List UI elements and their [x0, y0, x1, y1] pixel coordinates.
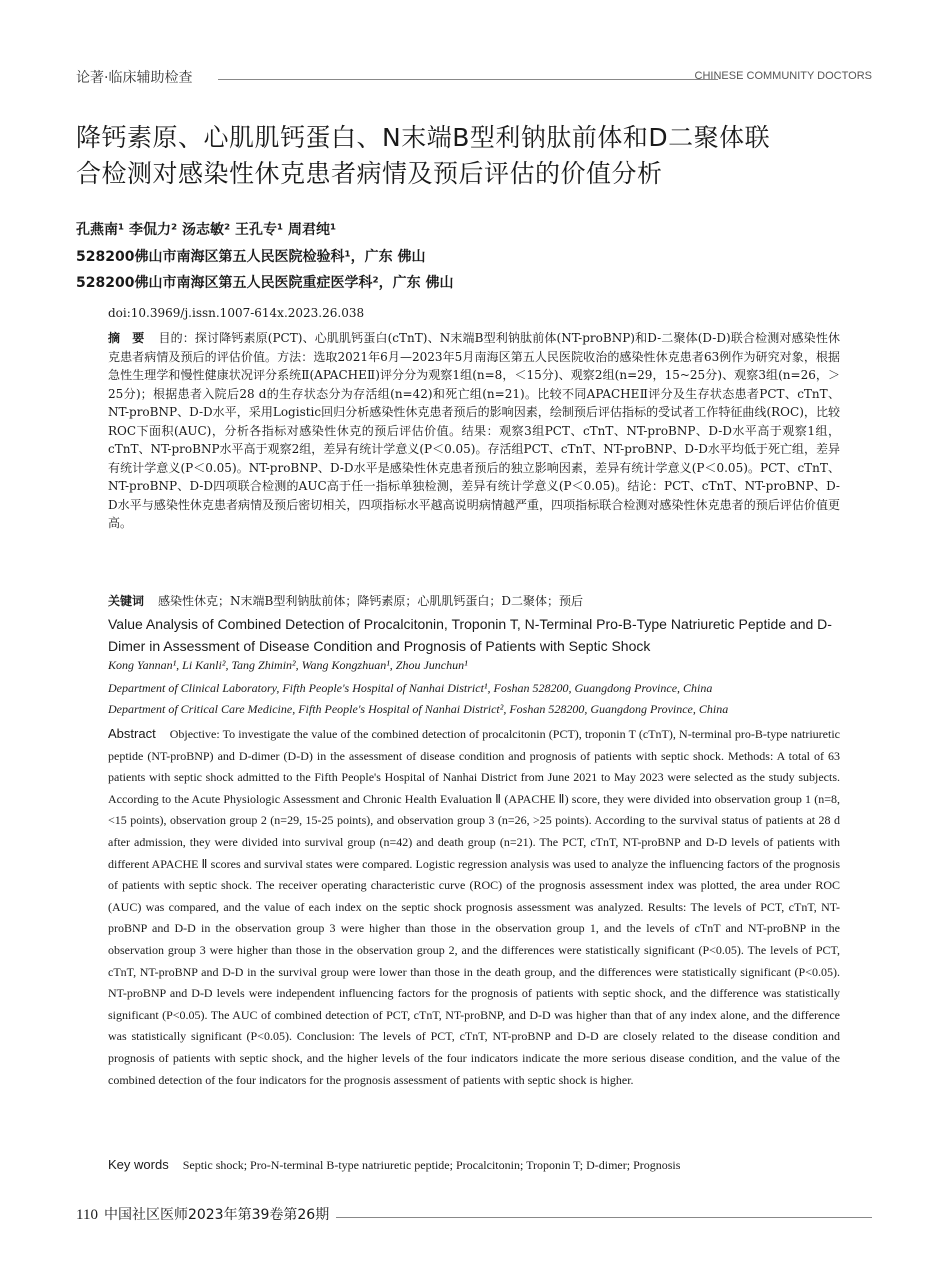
- keywords-cn: [108, 592, 840, 609]
- keywords-en-text: Septic shock; Pro-N-terminal B-type natriuretic peptide; Procalcitonin; Troponin T; D-dimer; Prognosis: [182, 1158, 681, 1172]
- abstract-en: [108, 723, 840, 1091]
- abstract-cn-label: 摘 要: [108, 331, 145, 345]
- authors-en: Kong Yannan¹, Li Kanli², Tang Zhimin², Wang Kongzhuan¹, Zhou Junchun¹: [108, 658, 468, 672]
- abstract-en-label: Abstract: [108, 726, 156, 741]
- article-title-cn: [76, 120, 886, 192]
- abstract-cn-text: 目的：探讨降钙素原(PCT)、心肌肌钙蛋白(cTnT)、N末端B型利钠肽前体(NT-proBNP)和D-二聚体(D-D)联合检测对感染性休克患者病情及预后的评估价值。方法：选取2021年6月—2023年5月南海区第五人民医院收治的感染性休克患者63例作为研究对象，根据急性生理学和慢性健康状况评分系统Ⅱ(APACHEⅡ)评分分为观察1组(n=8，＜15分)、观察2组(n=29，15~25分)、观察3组(n=26，＞25分)；根据患者入院后28 d的生存状态分为存活组(n=42)和死亡组(n=21)。比较不同APACHEⅡ评分及生存状态患者PCT、cTnT、NT-proBNP、D-D水平，采用Logistic回归分析感染性休克患者预后的影响因素，绘制预后评估指标的受试者工作特征曲线(ROC)，比较ROC下面积(AUC)，分析各指标对感染性休克的预后评估价值。结果：观察3组PCT、cTnT、NT-proBNP、D-D水平高于观察1组，cTnT、NT-proBNP水平高于观察2组，差异有统计学意义(P＜0.05)。存活组PCT、cTnT、NT-proBNP、D-D水平均低于死亡组，差异有统计学意义(P＜0.05)。NT-proBNP、D-D水平是感染性休克患者预后的独立影响因素，差异有统计学意义(P＜0.05)。PCT、cTnT、NT-proBNP、D-D四项联合检测的AUC高于任一指标单独检测，差异有统计学意义(P＜0.05)。结论：PCT、cTnT、NT-proBNP、D-D水平与感染性休克患者病情及预后密切相关，四项指标水平越高说明病情越严重，四项指标联合检测对感染性休克患者的预后评估价值更高。: [108, 331, 840, 530]
- footer-rule: [336, 1217, 872, 1218]
- section-label: 论著·临床辅助检查: [76, 70, 193, 86]
- title-line-1: 降钙素原、心肌肌钙蛋白、N末端B型利钠肽前体和D二聚体联: [76, 123, 771, 152]
- authors-cn: 孔燕南¹ 李侃力² 汤志敏² 王孔专¹ 周君纯¹: [76, 222, 337, 238]
- keywords-cn-text: 感染性休克；N末端B型利钠肽前体；降钙素原；心肌肌钙蛋白；D二聚体；预后: [158, 594, 583, 608]
- title-line-2: 合检测对感染性休克患者病情及预后评估的价值分析: [76, 159, 663, 188]
- abstract-en-text: Objective: To investigate the value of the combined detection of procalcitonin (PCT), troponin T (cTnT), N-terminal pro-B-type natriuretic peptide (NT-proBNP) and D-dimer (D-D) in the assessment of disease condition and prognosis of patients with septic shock. Methods: A total of 63 patients with septic shock admitted to the Fifth People's Hospital of Nanhai District from June 2021 to May 2023 were selected as the study subjects. According to the Acute Physiologic Assessment and Chronic Health Evaluation Ⅱ (APACHE Ⅱ) score, they were divided into observation group 1 (n=8, <15 points), observation group 2 (n=29, 15-25 points), and observation group 3 (n=26, >25 points). According to the survival status of patients at 28 d after admission, they were divided into survival group (n=42) and death group (n=21). The PCT, cTnT, NT-proBNP and D-D levels of patients with different APACHE Ⅱ scores and survival states were compared. Logistic regression analysis was used to analyze the influencing factors of the prognosis of patients with septic shock. The receiver operating characteristic curve (ROC) of the prognosis assessment index was plotted, the area under ROC (AUC) was compared, and the value of each index on the septic shock prognosis assessment was analyzed. Results: The levels of PCT, cTnT, NT-proBNP and D-D in the observation group 3 were higher than those in the observation group 1, and the levels of cTnT and NT-proBNP in the observation group 3 were higher than those in the observation group 2, and the differences were statistically significant (P<0.05). The levels of PCT, cTnT, NT-proBNP and D-D in the survival group were lower than those in the death group, and the differences were statistically significant (P<0.05). NT-proBNP and D-D levels were independent influencing factors for the prognosis of patients with septic shock, and the difference was statistically significant (P<0.05). The AUC of combined detection of PCT, cTnT, NT-proBNP, and D-D was higher than that of any index alone, and the difference was statistically significant (P<0.05). Conclusion: The levels of PCT, cTnT, NT-proBNP and D-D are closely related to the disease condition and prognosis of patients with septic shock, and the higher levels of the four indicators indicate the more serious disease condition, and the value of the combined detection of the four indicators for the prognosis assessment of patients with septic shock is higher.: [108, 727, 840, 1087]
- affiliation-en-2: Department of Critical Care Medicine, Fifth People's Hospital of Nanhai District², Foshan 528200, Guangdong Province, China: [108, 702, 729, 716]
- page-footer: [76, 1204, 329, 1224]
- page-number: 110: [76, 1207, 98, 1223]
- keywords-en: [108, 1157, 840, 1173]
- article-title-en: Value Analysis of Combined Detection of Procalcitonin, Troponin T, N-Terminal Pro-B-Type Natriuretic Peptide and D-Dimer in Assessment of Disease Condition and Prognosis of Patients with Septic Shock: [108, 616, 832, 654]
- affiliation-cn-2: 528200佛山市南海区第五人民医院重症医学科²，广东 佛山: [76, 275, 454, 291]
- journal-name-en: CHINESE COMMUNITY DOCTORS: [694, 70, 872, 82]
- keywords-cn-label: 关键词: [108, 594, 145, 608]
- doi: doi:10.3969/j.issn.1007-614x.2023.26.038: [108, 306, 365, 320]
- keywords-en-label: Key words: [108, 1157, 169, 1172]
- journal-issue: 中国社区医师2023年第39卷第26期: [103, 1207, 330, 1223]
- affiliation-cn-1: 528200佛山市南海区第五人民医院检验科¹，广东 佛山: [76, 249, 426, 265]
- affiliation-en-1: Department of Clinical Laboratory, Fifth People's Hospital of Nanhai District¹, Foshan 528200, Guangdong Province, China: [108, 681, 713, 695]
- abstract-cn: [108, 329, 840, 533]
- header-rule: [218, 79, 718, 80]
